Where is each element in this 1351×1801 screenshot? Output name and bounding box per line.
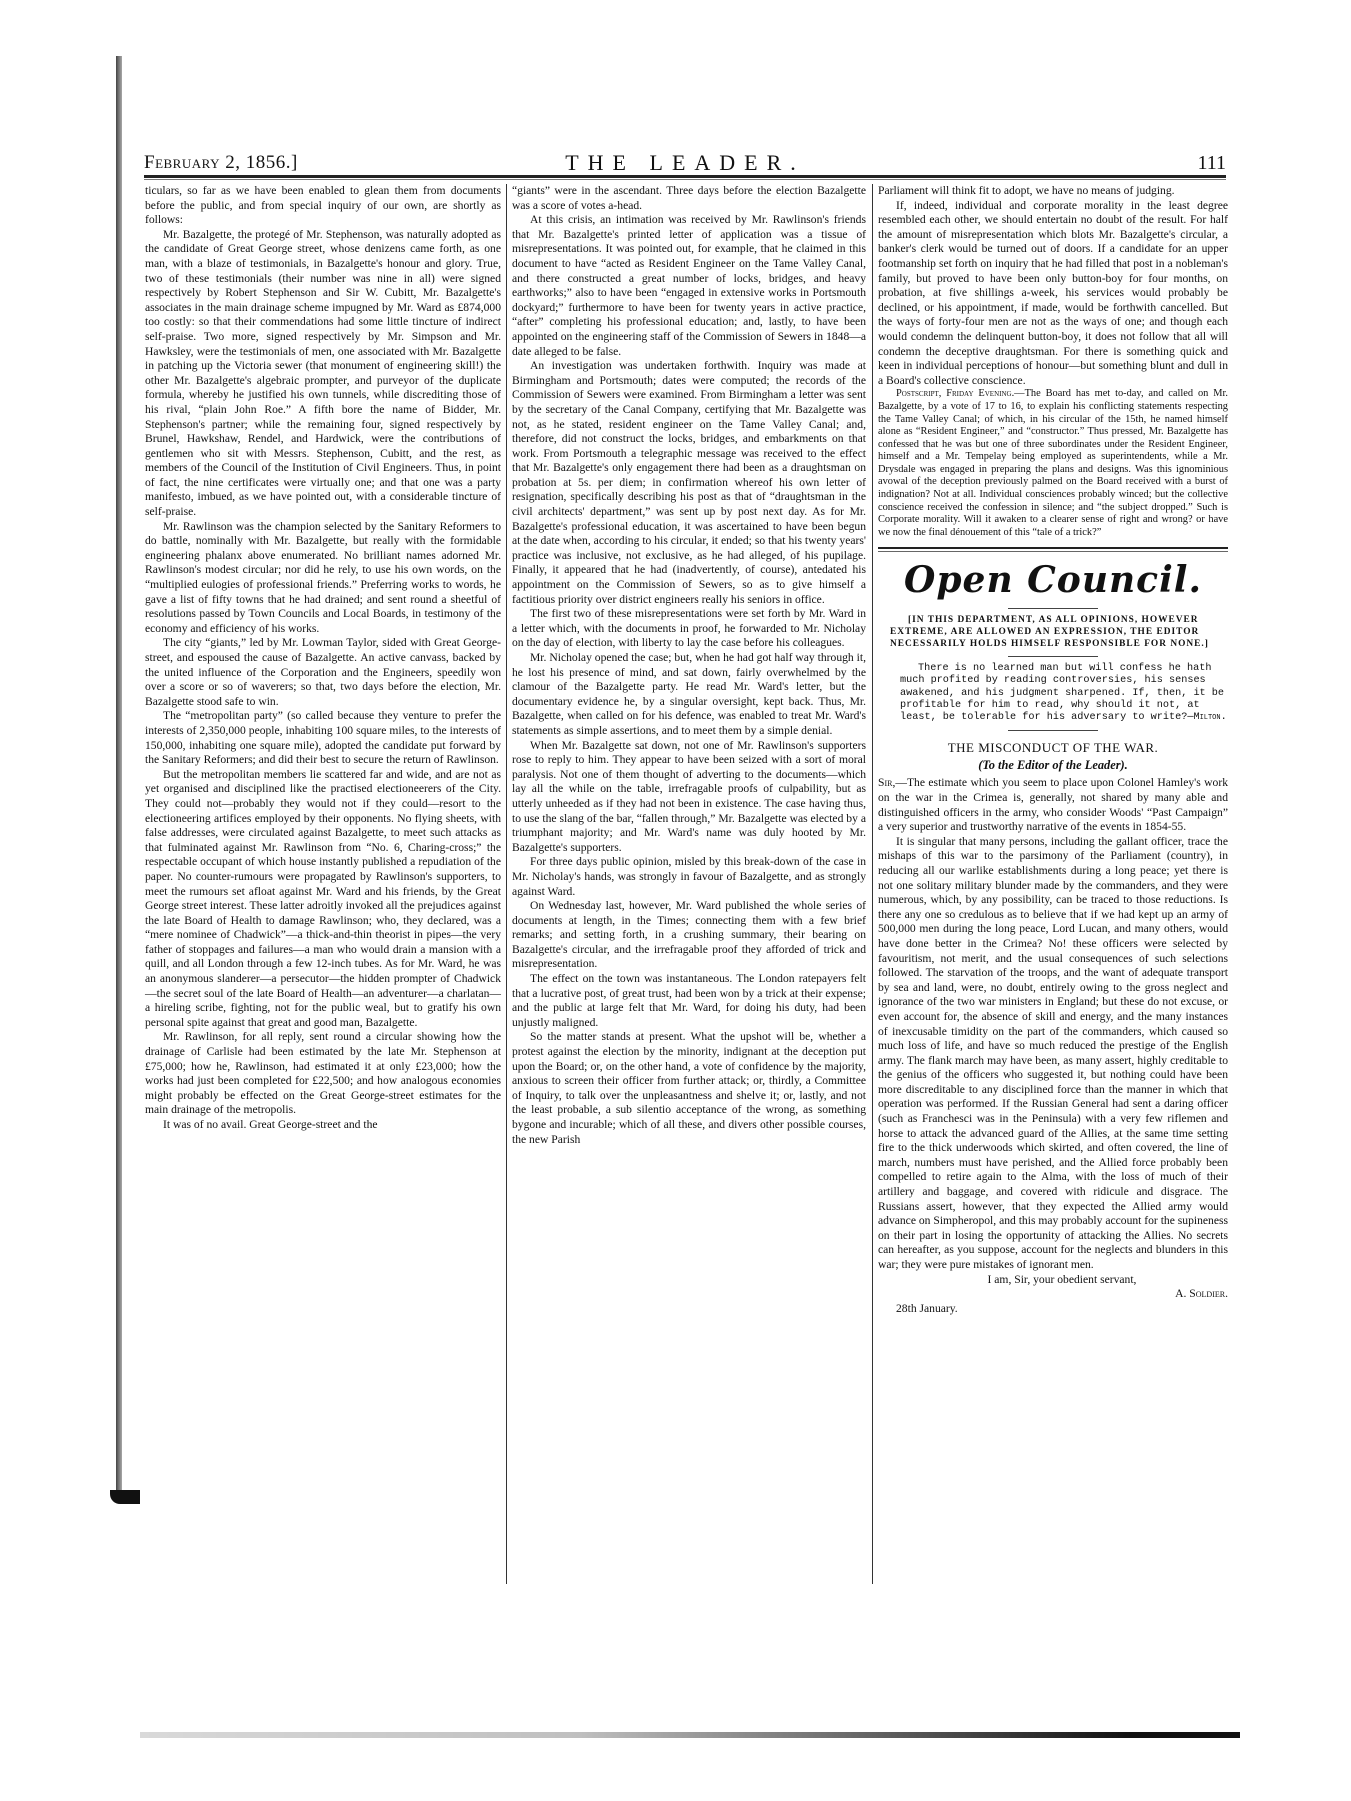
paragraph: ticulars, so far as we have been enabled to glean them from documents before the public, and from special inquiry of our own, are shortly as follows: [145, 184, 501, 227]
header-rule-thin [144, 179, 1226, 180]
paragraph: Mr. Nicholay opened the case; but, when he had got half way through it, he lost his presence of mind, and sat down, fairly overwhelmed by the clamour of the Bazalgette party. He read Mr. Ward's letter, but the documentary evidence he, by a singular oversight, kept back. Thus, Mr. Bazalgette, when called on for his defence, was enabled to treat Mr. Ward's statements as simple assertions, and to meet them by a simple denial. [512, 651, 866, 737]
page-header [144, 150, 1226, 178]
epigraph-text: There is no learned man but will confess he hath much profited by reading controversies, his senses awakened, and his judgment sharpened. If, then, it be profitable for him to read, why should it not, at least, be tolerable for his adversary to write? [900, 663, 1225, 724]
letter-signature: A. Soldier. [1175, 1287, 1228, 1301]
editorial-disclaimer: [IN THIS DEPARTMENT, AS ALL OPINIONS, HOWEVER EXTREME, ARE ALLOWED AN EXPRESSION, THE EDITOR NECESSARILY HOLDS HIMSELF RESPONSIBLE FOR NONE.] [890, 615, 1209, 649]
paragraph-text: —The estimate which you seem to place upon Colonel Hamley's work on the war in the Crimea is, generally, not shared by many able and distinguished officers in the army, who consider Woods' “Past Campaign” a very superior and trustworthy narrative of the events in 1854-55. [878, 776, 1228, 834]
letter-signoff: I am, Sir, your obedient servant, [987, 1272, 1137, 1286]
letter-subtitle: (To the Editor of the Leader). [978, 757, 1128, 772]
column-left [145, 184, 501, 1133]
page-bottom-edge [140, 1732, 1240, 1738]
paragraph [878, 776, 1228, 834]
paragraph: It was of no avail. Great George-street and the [163, 1118, 378, 1131]
page-number: 111 [1197, 152, 1226, 174]
paragraph: “giants” were in the ascendant. Three days before the election Bazalgette was a score of votes a-head. [512, 184, 866, 212]
paragraph: At this crisis, an intimation was received by Mr. Rawlinson's friends that Mr. Bazalgette's printed letter of application was a tissue of misrepresentations. It was pointed out, for example, that he claimed in this document to have “acted as Resident Engineer on the Tame Valley Canal, and there constructed a great number of locks, bridges, and heavy earthworks;” also to have been “engaged in extensive works in Portsmouth dockyard;” furthermore to have been for twenty years in active practice, “after” completing his professional education; and, lastly, to have been appointed on the engineering staff of the Commission of Sewers in 1848—a date alleged to be false. [512, 213, 866, 358]
column-right [878, 184, 1228, 1316]
letter-date: 28th January. [896, 1301, 958, 1315]
paragraph: Mr. Rawlinson was the champion selected by the Sanitary Reformers to do battle, nominally with Mr. Bazalgette, but really with the formidable engineering phalanx above enumerated. No brilliant names adorned Mr. Rawlinson's modest circular; nor did he rely, to use his own words, on the “multiplied eulogies of professional friends.” Preferring works to words, he gave a list of fifty towns that he had drained; and sent round a sheetful of resolutions passed by Town Councils and Local Boards, in testimony of the economy and efficiency of his works. [145, 519, 501, 635]
paragraph: The city “giants,” led by Mr. Lowman Taylor, sided with Great George-street, and espoused the cause of Bazalgette. An active canvass, backed by the united influence of the Corporation and the Engineers, speedily won over a score or so of waverers; so that, two days before the election, Mr. Bazalgette stood safe to win. [145, 636, 501, 708]
page-binding-edge [116, 56, 122, 1496]
paragraph: An investigation was undertaken forthwith. Inquiry was made at Birmingham and Portsmouth; dates were computed; the records of the Commission of Sewers were examined. From Birmingham a letter was sent by the secretary of the Canal Company, certifying that Mr. Bazalgette was not, as he stated, resident engineer on the Tame Valley Canal; and, therefore, did not construct the locks, bridges, and embarkments on that work. From Portsmouth a telegraphic message was received to the effect that Mr. Bazalgette's only engagement there had been as a draughtsman on probation at 5s. per diem; in confirmation whereof his own letter of resignation, specifically describing his post as that of “draughtsman in the civil architects' department,” was sent up by post next day. As for Mr. Bazalgette's professional education, it was ascertained to have been begun at the date when, according to his circular, it ended; so that his twenty years' practice was inclusive, not exclusive, as he had alleged, of his pupilage. Finally, it appeared that he had (inadvertently, of course), antedated his appointment on the Commission of Sewers, so as to give himself a factitious priority over district engineers really his seniors in office. [512, 359, 866, 606]
section-heading-open-council: Open Council. [904, 559, 1202, 602]
paragraph: For three days public opinion, misled by this break-down of the case in Mr. Nicholay's hands, was strongly in favour of Bazalgette, and as strongly against Ward. [512, 855, 866, 898]
paragraph: Mr. Rawlinson, for all reply, sent round a circular showing how the drainage of Carlisle had been estimated by the late Mr. Stephenson at £75,000; how he, Rawlinson, had estimated it at only £23,000; how the works had just been completed for £22,500; and how analogous economies might probably be effected on the Great George-street estimates for the main drainage of the metropolis. [145, 1030, 501, 1117]
column-divider [506, 184, 507, 1584]
binding-edge-foot [110, 1490, 140, 1504]
header-rule [144, 175, 1226, 178]
column-middle [512, 184, 866, 1147]
paragraph: Mr. Bazalgette, the protegé of Mr. Stephenson, was naturally adopted as the candidate of Great George street, whose denizens came forth, as one man, with a blaze of testimonials, in Bazalgette's honour and glory. True, two of these testimonials (their number was nine in all) were signed respectively by Robert Stephenson and Sir W. Cubitt, Mr. Bazalgette's associates in the main drainage scheme impugned by Mr. Ward as £874,000 too costly: so that their commendations had some little tincture of indirect self-praise. Two more, signed respectively by Mr. Simpson and Mr. Hawksley, were the testimonials of men, one associated with Mr. Bazalgette in patching up the Victoria sewer (that monument of engineering skill!) the other Mr. Bazalgette's algebraic prompter, and purveyor of the duplicate formula, whereby he justified his own tunnels, while discrediting those of his rival, “plain John Roe.” A fifth bore the name of Bidder, Mr. Stephenson's partner; while the remaining four, signed respectively by Brunel, Hawkshaw, Rendel, and Hardwick, were the contributions of gentlemen who sit with Messrs. Stephenson, Cubitt, and the rest, as members of the Council of the Institution of Civil Engineers. Thus, in point of fact, the nine certificates were virtually one; and that one was a party manifesto, imbued, as we have pointed out, with a considerable tincture of self-praise. [145, 227, 501, 519]
short-rule [1008, 656, 1098, 657]
epigraph-author: —Milton. [1187, 712, 1227, 724]
paragraph: On Wednesday last, however, Mr. Ward published the whole series of documents at length, in the Times; connecting them with a few brief remarks; and setting forth, in a crushing summary, their bearing on Bazalgette's circular, and the irrefragable proof they afforded of trick and misrepresentation. [512, 899, 866, 971]
paragraph: So the matter stands at present. What the upshot will be, whether a protest against the election by the minority, indignant at the deception put upon the Board; or, on the other hand, a vote of confidence by the majority, anxious to screen their officer from further attack; or, thirdly, a Committee of Inquiry, to talk over the unpleasantness and shelve it; or, lastly, and not the least probable, a sub silentio acceptance of the wrong, as something bygone and incurable; which of all these, and divers other possible courses, the new Parish [512, 1030, 866, 1146]
salutation: Sir, [878, 776, 896, 790]
paragraph: When Mr. Bazalgette sat down, not one of Mr. Rawlinson's supporters rose to reply to him. They appear to have been seized with a sort of moral paralysis. Not one of them thought of adverting to the documents—which lay all the while on the table, irrefragable proofs of culpability, but as utterly unheeded as if they had not been in existence. The case having thus, to use the slang of the bar, “fallen through,” Mr. Bazalgette was elected by a triumphant majority; and Mr. Ward's name was duly hooted by Mr. Bazalgette's supporters. [512, 738, 866, 854]
postscript-label: Postscript, Friday Evening. [896, 388, 1015, 400]
masthead-title: THE LEADER. [565, 150, 805, 175]
paragraph: But the metropolitan members lie scattered far and wide, and are not as yet organised and disciplined like the practised electioneerers of the City. They could not—probably they would not if they could—resort to the electioneering artifices employed by their opponents. No flying sheets, with false addresses, were circulated against Bazalgette, to meet such attacks as that fulminated against Mr. Rawlinson from “No. 6, Charing-cross;” the respectable occupant of which house instantly published a repudiation of the paper. No counter-rumours were propagated by Rawlinson's supporters, to meet the rumours set afloat against Mr. Ward and his friends, by the Great George street interest. These latter adroitly invoked all the prejudices against the late Board of Health to damage Rawlinson; who, they declared, was a “mere nominee of Chadwick”—a thick-and-thin theorist in pipes—the very father of stoppages and failures—a man who would drain a mansion with a quill, and all London through a few 12-inch tubes. As for Mr. Ward, he was an anonymous slanderer—a persecutor—the hidden prompter of Chadwick—the secret soul of the late Board of Health—an adventurer—a charlatan—a hireling scribe, fighting, not for the public weal, but to gratify his own personal spite against that great and good man, Bazalgette. [145, 767, 501, 1029]
paragraph: Parliament will think fit to adopt, we have no means of judging. [878, 184, 1175, 197]
paragraph: The effect on the town was instantaneous. The London ratepayers felt that a lucrative post, of great trust, had been won by a trick at their expense; and the public at large felt that Mr. Ward, for doing his duty, had been unjustly maligned. [512, 972, 866, 1029]
column-divider [872, 184, 873, 1584]
paragraph: If, indeed, individual and corporate morality in the least degree resembled each other, we should entertain no doubt of the result. For half the amount of misrepresentation which blots Mr. Bazalgette's circular, a banker's clerk would be turned out of doors. If a candidate for an upper footmanship set forth on inquiry that he had filled that post in a nobleman's family, but proved to have been only button-boy for four months, on probation, at five shillings a-week, his services would probably be declined, or his appointment, if made, would be forthwith cancelled. But the ways of forty-four men are not as the ways of one; and though each would condemn the delinquent button-boy, it does not follow that all will condemn the deceptive draughtsman. For there is something quick and keen in individual perceptions of honour—but something blunt and dull in a Board's collective conscience. [878, 198, 1228, 387]
section-separator [878, 547, 1228, 552]
issue-date: February 2, 1856.] [144, 152, 298, 173]
postscript [878, 388, 1228, 539]
postscript-text: —The Board has met to-day, and called on Mr. Bazalgette, by a vote of 17 to 16, to explain his conflicting statements respecting the Tame Valley Canal; of which, in his circular of the 15th, he named himself alone as “Resident Engineer,” and “constructor.” Thus pressed, Mr. Bazalgette has confessed that he was but one of three subordinates under the Resident Engineer, himself and a Mr. Tempelay being employed as superintendents, while a Mr. Drysdale was engaged in preparing the plans and designs. Was this ignominious avowal of the deception previously palmed on the Board received with a burst of indignation? Not at all. Individual consciences probably winced; but the collective conscience received the confession in silence; and “the subject dropped.” Such is Corporate morality. Will it awaken to a clearer sense of right and wrong? or have we now the final dénouement of this “tale of a trick?” [878, 388, 1228, 538]
short-rule [1008, 608, 1098, 609]
paragraph: The “metropolitan party” (so called because they venture to prefer the interests of 2,350,000 people, inhabiting 100 square miles, to the interests of 150,000, inhabiting one square mile), adopted the candidate put forward by the Sanitary Reformers; and did their best to secure the return of Rawlinson. [145, 709, 501, 767]
letter-title: THE MISCONDUCT OF THE WAR. [947, 740, 1159, 756]
epigraph [878, 663, 1228, 724]
short-rule [1008, 730, 1098, 731]
paragraph: The first two of these misrepresentations were set forth by Mr. Ward in a letter which, with the documents in proof, he forwarded to Mr. Nicholay on the day of election, with liberty to lay the case before his colleagues. [512, 607, 866, 650]
paragraph: It is singular that many persons, including the gallant officer, trace the mishaps of this war to the parsimony of the Parliament (country), in reducing all our warlike establishments during a long peace; yet there is not one solitary military blunder made by the commanders, and they were numerous, which, by any possibility, can be traced to those reductions. Is there any one so credulous as to believe that if we had kept up an army of 500,000 men during the long peace, Lord Lucan, and many others, would have done better in the Crimea? No! these officers were selected by favouritism, not merit, and the usual consequences of such selections followed. The starvation of the troops, and the want of adequate transport by sea and land, were, no doubt, entirely owing to the gross neglect and ignorance of the two war ministers in England; but these do not excuse, or even account for, the absence of skill and energy, and the many instances of inexcusable timidity on the part of the commanders, which caused so much loss of life, and have so much reduced the prestige of the English army. The flank march may have been, as many assert, highly creditable to the genius of the officers who suggested it, but nothing could have been more discreditable to any disciplined force than the manner in which that operation was performed. If the Russian General had sent a daring officer (such as Franchesci was in the Peninsula) with a very few riflemen and horse to attack the advanced guard of the Allies, at the same time setting fire to the thick underwoods which skirted, and often covered, the line of march, numbers must have perished, and the Allied force probably been compelled to retire again to the Alma, with the loss of much of their artillery and baggage, and covered with ridicule and disgrace. The Russians assert, however, that they expected the Allied army would advance on Simpheropol, and this may probably account for the supineness on their part in losing the opportunity of attacking the Allies. No secrets can hereafter, as you suppose, account for the neglects and blunders in this war; they were pure mistakes of ignorant men. [878, 834, 1228, 1272]
